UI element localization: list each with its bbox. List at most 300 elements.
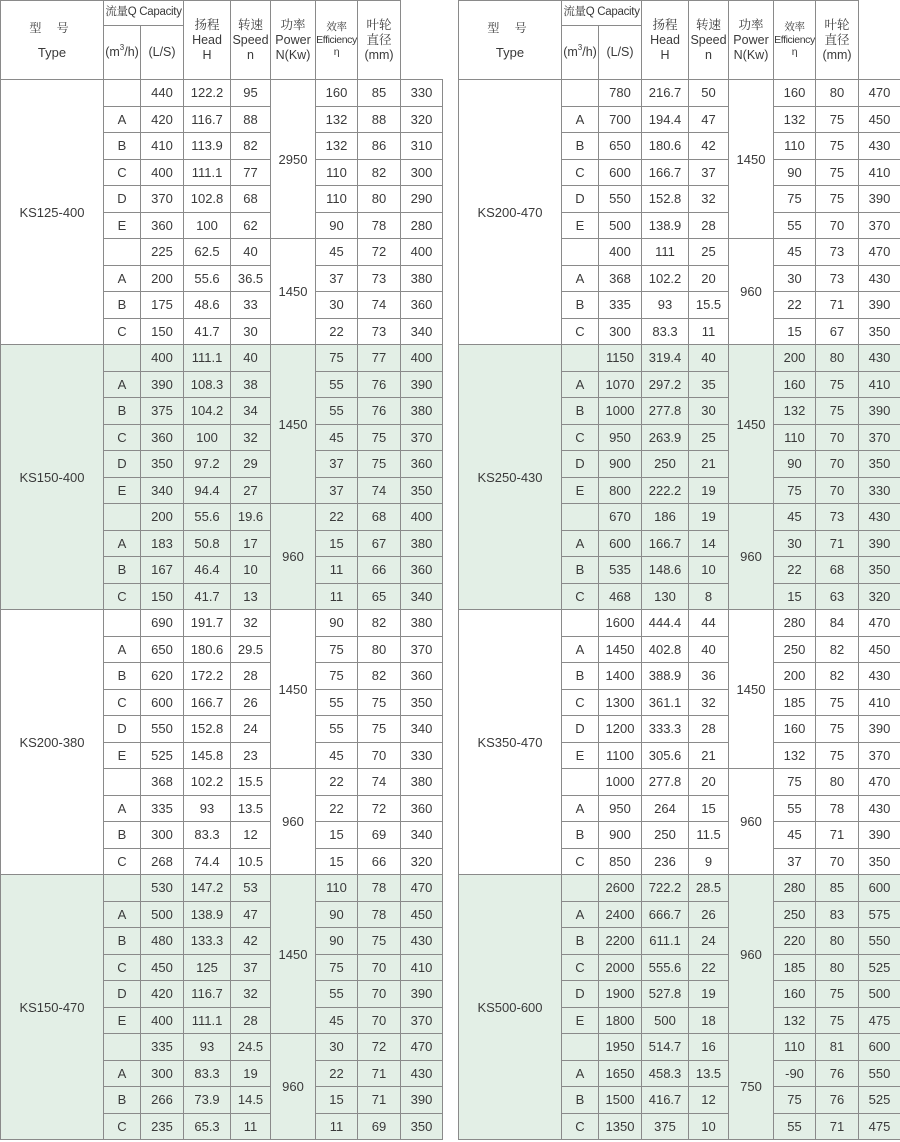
impeller-cell: 300 <box>401 159 443 186</box>
efficiency-cell: 86 <box>358 133 401 160</box>
variant-cell: B <box>104 663 141 690</box>
variant-cell <box>562 345 599 372</box>
variant-cell: D <box>104 451 141 478</box>
capacity-ls-cell: 74.4 <box>184 848 231 875</box>
head-cell: 32 <box>231 424 271 451</box>
header-head-sym: H <box>660 47 670 62</box>
speed-cell: 1450 <box>729 610 774 769</box>
efficiency-cell: 68 <box>358 504 401 531</box>
impeller-cell: 290 <box>401 186 443 213</box>
impeller-cell: 330 <box>859 477 900 504</box>
table-row <box>1 610 443 637</box>
power-cell: 45 <box>774 239 816 266</box>
capacity-m3h-cell: 480 <box>141 928 184 955</box>
capacity-ls-cell: 277.8 <box>642 769 689 796</box>
impeller-cell: 390 <box>401 371 443 398</box>
head-cell: 19 <box>689 504 729 531</box>
efficiency-cell: 71 <box>816 822 859 849</box>
power-cell: 37 <box>316 265 358 292</box>
impeller-cell: 370 <box>401 424 443 451</box>
variant-cell <box>104 1034 141 1061</box>
capacity-ls-cell: 93 <box>184 1034 231 1061</box>
variant-cell: B <box>104 292 141 319</box>
impeller-cell: 360 <box>401 795 443 822</box>
efficiency-cell: 71 <box>358 1060 401 1087</box>
efficiency-cell: 80 <box>358 186 401 213</box>
power-cell: 55 <box>774 795 816 822</box>
efficiency-cell: 75 <box>816 981 859 1008</box>
header-imp-zh1: 叶轮 <box>366 17 392 32</box>
capacity-m3h-cell: 370 <box>141 186 184 213</box>
capacity-ls-cell: 305.6 <box>642 742 689 769</box>
head-cell: 28 <box>231 1007 271 1034</box>
capacity-m3h-cell: 550 <box>141 716 184 743</box>
capacity-ls-cell: 111.1 <box>184 1007 231 1034</box>
head-cell: 14.5 <box>231 1087 271 1114</box>
capacity-m3h-cell: 375 <box>141 398 184 425</box>
power-cell: 250 <box>774 636 816 663</box>
power-cell: 15 <box>316 848 358 875</box>
capacity-m3h-cell: 400 <box>599 239 642 266</box>
efficiency-cell: 67 <box>816 318 859 345</box>
header-speed-en: Speed <box>690 32 727 47</box>
variant-cell: B <box>562 822 599 849</box>
variant-cell: B <box>562 928 599 955</box>
head-cell: 25 <box>689 239 729 266</box>
efficiency-cell: 72 <box>358 795 401 822</box>
head-cell: 44 <box>689 610 729 637</box>
efficiency-cell: 73 <box>816 504 859 531</box>
capacity-m3h-cell: 600 <box>599 159 642 186</box>
capacity-ls-cell: 83.3 <box>184 822 231 849</box>
capacity-ls-cell: 116.7 <box>184 981 231 1008</box>
capacity-m3h-cell: 1450 <box>599 636 642 663</box>
capacity-ls-cell: 166.7 <box>642 530 689 557</box>
capacity-m3h-cell: 2000 <box>599 954 642 981</box>
efficiency-cell: 70 <box>816 477 859 504</box>
variant-cell: C <box>104 1113 141 1140</box>
variant-cell <box>562 80 599 107</box>
efficiency-cell: 70 <box>816 424 859 451</box>
header-power <box>729 1 774 80</box>
model-group <box>1 345 443 610</box>
capacity-ls-cell: 180.6 <box>184 636 231 663</box>
table-row <box>459 80 900 107</box>
head-cell: 36.5 <box>231 265 271 292</box>
capacity-ls-cell: 222.2 <box>642 477 689 504</box>
head-cell: 30 <box>689 398 729 425</box>
head-cell: 15 <box>689 795 729 822</box>
power-cell: 110 <box>774 133 816 160</box>
capacity-m3h-cell: 400 <box>141 159 184 186</box>
impeller-cell: 390 <box>859 716 900 743</box>
impeller-cell: 370 <box>401 636 443 663</box>
capacity-ls-cell: 133.3 <box>184 928 231 955</box>
head-cell: 16 <box>689 1034 729 1061</box>
model-group <box>459 875 900 1140</box>
power-cell: 90 <box>316 212 358 239</box>
capacity-ls-cell: 277.8 <box>642 398 689 425</box>
impeller-cell: 525 <box>859 954 900 981</box>
capacity-ls-cell: 166.7 <box>184 689 231 716</box>
capacity-ls-cell: 41.7 <box>184 583 231 610</box>
capacity-ls-cell: 94.4 <box>184 477 231 504</box>
efficiency-cell: 74 <box>358 769 401 796</box>
variant-cell: E <box>562 1007 599 1034</box>
capacity-m3h-cell: 268 <box>141 848 184 875</box>
capacity-ls-cell: 100 <box>184 424 231 451</box>
capacity-m3h-cell: 400 <box>141 1007 184 1034</box>
speed-cell: 960 <box>271 504 316 610</box>
capacity-ls-cell: 108.3 <box>184 371 231 398</box>
impeller-cell: 350 <box>401 689 443 716</box>
head-cell: 37 <box>231 954 271 981</box>
head-cell: 21 <box>689 742 729 769</box>
head-cell: 18 <box>689 1007 729 1034</box>
header-head-en: Head <box>650 32 680 47</box>
variant-cell: B <box>104 557 141 584</box>
capacity-m3h-cell: 1000 <box>599 398 642 425</box>
head-cell: 23 <box>231 742 271 769</box>
impeller-cell: 430 <box>859 265 900 292</box>
table-row <box>1 345 443 372</box>
capacity-ls-cell: 104.2 <box>184 398 231 425</box>
power-cell: 200 <box>774 345 816 372</box>
efficiency-cell: 88 <box>358 106 401 133</box>
impeller-cell: 550 <box>859 1060 900 1087</box>
power-cell: 30 <box>774 265 816 292</box>
head-cell: 12 <box>689 1087 729 1114</box>
impeller-cell: 550 <box>859 928 900 955</box>
efficiency-cell: 66 <box>358 848 401 875</box>
power-cell: 15 <box>774 318 816 345</box>
impeller-cell: 360 <box>401 663 443 690</box>
head-cell: 24.5 <box>231 1034 271 1061</box>
variant-cell: A <box>104 901 141 928</box>
head-cell: 13.5 <box>231 795 271 822</box>
variant-cell: C <box>562 689 599 716</box>
speed-cell: 1450 <box>271 345 316 504</box>
power-cell: 160 <box>774 371 816 398</box>
speed-cell: 2950 <box>271 80 316 239</box>
variant-cell: C <box>104 583 141 610</box>
head-cell: 17 <box>231 530 271 557</box>
head-cell: 20 <box>689 769 729 796</box>
efficiency-cell: 74 <box>358 477 401 504</box>
header-eff-sym: η <box>333 46 340 59</box>
efficiency-cell: 69 <box>358 822 401 849</box>
variant-cell: A <box>562 106 599 133</box>
table-row <box>459 875 900 902</box>
efficiency-cell: 77 <box>358 345 401 372</box>
power-cell: 250 <box>774 901 816 928</box>
head-cell: 47 <box>231 901 271 928</box>
efficiency-cell: 70 <box>358 742 401 769</box>
variant-cell: E <box>104 477 141 504</box>
model-group <box>1 80 443 345</box>
power-cell: 55 <box>316 981 358 1008</box>
capacity-m3h-cell: 700 <box>599 106 642 133</box>
capacity-m3h-cell: 550 <box>599 186 642 213</box>
variant-cell: C <box>104 424 141 451</box>
head-cell: 13.5 <box>689 1060 729 1087</box>
power-cell: 160 <box>774 981 816 1008</box>
capacity-m3h-cell: 850 <box>599 848 642 875</box>
capacity-ls-cell: 83.3 <box>184 1060 231 1087</box>
impeller-cell: 350 <box>401 477 443 504</box>
head-cell: 19 <box>689 477 729 504</box>
efficiency-cell: 70 <box>358 954 401 981</box>
capacity-ls-cell: 46.4 <box>184 557 231 584</box>
capacity-ls-cell: 216.7 <box>642 80 689 107</box>
header-efficiency <box>774 1 816 80</box>
impeller-cell: 400 <box>401 504 443 531</box>
head-cell: 20 <box>689 265 729 292</box>
efficiency-cell: 81 <box>816 1034 859 1061</box>
efficiency-cell: 70 <box>816 848 859 875</box>
variant-cell: A <box>104 1060 141 1087</box>
capacity-m3h-cell: 1950 <box>599 1034 642 1061</box>
capacity-m3h-cell: 468 <box>599 583 642 610</box>
capacity-ls-cell: 500 <box>642 1007 689 1034</box>
variant-cell: E <box>104 742 141 769</box>
impeller-cell: 360 <box>401 451 443 478</box>
capacity-ls-cell: 388.9 <box>642 663 689 690</box>
capacity-ls-cell: 250 <box>642 822 689 849</box>
efficiency-cell: 71 <box>816 292 859 319</box>
variant-cell <box>104 769 141 796</box>
variant-cell: C <box>562 159 599 186</box>
head-cell: 13 <box>231 583 271 610</box>
capacity-m3h-cell: 900 <box>599 822 642 849</box>
capacity-m3h-cell: 1600 <box>599 610 642 637</box>
impeller-cell: 350 <box>401 1113 443 1140</box>
capacity-m3h-cell: 1900 <box>599 981 642 1008</box>
efficiency-cell: 65 <box>358 583 401 610</box>
variant-cell: C <box>562 954 599 981</box>
efficiency-cell: 82 <box>816 663 859 690</box>
spec-table-right <box>458 0 900 1140</box>
efficiency-cell: 85 <box>358 80 401 107</box>
variant-cell: C <box>562 848 599 875</box>
power-cell: 30 <box>316 292 358 319</box>
impeller-cell: 340 <box>401 716 443 743</box>
header-row-1 <box>459 1 900 26</box>
capacity-m3h-cell: 1350 <box>599 1113 642 1140</box>
impeller-cell: 600 <box>859 1034 900 1061</box>
efficiency-cell: 72 <box>358 1034 401 1061</box>
capacity-ls-cell: 166.7 <box>642 159 689 186</box>
efficiency-cell: 75 <box>816 106 859 133</box>
efficiency-cell: 75 <box>816 159 859 186</box>
power-cell: 15 <box>316 530 358 557</box>
capacity-ls-cell: 41.7 <box>184 318 231 345</box>
capacity-m3h-cell: 350 <box>141 451 184 478</box>
model-group <box>459 345 900 610</box>
impeller-cell: 430 <box>859 663 900 690</box>
variant-cell: A <box>562 795 599 822</box>
header-type-en: Type <box>37 44 67 60</box>
efficiency-cell: 80 <box>358 636 401 663</box>
capacity-m3h-cell: 167 <box>141 557 184 584</box>
capacity-m3h-cell: 183 <box>141 530 184 557</box>
power-cell: 185 <box>774 954 816 981</box>
capacity-m3h-cell: 410 <box>141 133 184 160</box>
efficiency-cell: 70 <box>358 1007 401 1034</box>
impeller-cell: 470 <box>401 875 443 902</box>
power-cell: 132 <box>774 398 816 425</box>
impeller-cell: 330 <box>401 742 443 769</box>
power-cell: 132 <box>774 742 816 769</box>
variant-cell: D <box>562 186 599 213</box>
speed-cell: 1450 <box>271 610 316 769</box>
head-cell: 42 <box>231 928 271 955</box>
header-head-sym: H <box>202 47 212 62</box>
power-cell: 55 <box>316 689 358 716</box>
power-cell: 45 <box>316 1007 358 1034</box>
head-cell: 40 <box>231 239 271 266</box>
capacity-ls-cell: 236 <box>642 848 689 875</box>
head-cell: 21 <box>689 451 729 478</box>
impeller-cell: 370 <box>401 1007 443 1034</box>
power-cell: 22 <box>316 769 358 796</box>
capacity-m3h-cell: 600 <box>141 689 184 716</box>
impeller-cell: 370 <box>859 212 900 239</box>
model-cell: KS500-600 <box>459 875 562 1140</box>
model-cell: KS200-380 <box>1 610 104 875</box>
head-cell: 40 <box>689 345 729 372</box>
variant-cell: C <box>104 159 141 186</box>
capacity-ls-cell: 125 <box>184 954 231 981</box>
speed-cell: 1450 <box>271 875 316 1034</box>
header-capacity: 流量Q Capacity <box>104 1 184 26</box>
capacity-ls-cell: 113.9 <box>184 133 231 160</box>
variant-cell: A <box>562 265 599 292</box>
head-cell: 40 <box>231 345 271 372</box>
capacity-m3h-cell: 420 <box>141 981 184 1008</box>
variant-cell: C <box>104 689 141 716</box>
capacity-m3h-cell: 1070 <box>599 371 642 398</box>
capacity-m3h-cell: 175 <box>141 292 184 319</box>
header-type <box>1 1 104 80</box>
capacity-ls-cell: 73.9 <box>184 1087 231 1114</box>
efficiency-cell: 82 <box>816 636 859 663</box>
capacity-ls-cell: 55.6 <box>184 265 231 292</box>
capacity-ls-cell: 93 <box>184 795 231 822</box>
capacity-m3h-cell: 335 <box>141 1034 184 1061</box>
power-cell: 11 <box>316 1113 358 1140</box>
power-cell: 55 <box>316 371 358 398</box>
capacity-ls-cell: 186 <box>642 504 689 531</box>
capacity-m3h-cell: 535 <box>599 557 642 584</box>
capacity-m3h-cell: 1100 <box>599 742 642 769</box>
variant-cell: A <box>104 106 141 133</box>
variant-cell: A <box>562 530 599 557</box>
table-header <box>459 1 900 80</box>
header-eff-zh: 效率 <box>326 21 347 34</box>
power-cell: 90 <box>316 610 358 637</box>
power-cell: 90 <box>316 928 358 955</box>
head-cell: 28.5 <box>689 875 729 902</box>
efficiency-cell: 71 <box>816 1113 859 1140</box>
capacity-m3h-cell: 335 <box>599 292 642 319</box>
variant-cell: E <box>562 212 599 239</box>
efficiency-cell: 70 <box>816 451 859 478</box>
header-speed <box>231 1 271 80</box>
impeller-cell: 470 <box>859 769 900 796</box>
variant-cell: E <box>562 742 599 769</box>
head-cell: 11 <box>231 1113 271 1140</box>
variant-cell <box>104 80 141 107</box>
variant-cell: B <box>562 292 599 319</box>
head-cell: 32 <box>231 610 271 637</box>
impeller-cell: 340 <box>401 583 443 610</box>
power-cell: 220 <box>774 928 816 955</box>
efficiency-cell: 78 <box>816 795 859 822</box>
impeller-cell: 390 <box>859 186 900 213</box>
variant-cell: B <box>562 557 599 584</box>
variant-cell: A <box>104 265 141 292</box>
variant-cell: E <box>104 212 141 239</box>
head-cell: 50 <box>689 80 729 107</box>
power-cell: 200 <box>774 663 816 690</box>
head-cell: 8 <box>689 583 729 610</box>
impeller-cell: 390 <box>401 1087 443 1114</box>
spec-table-right-panel <box>458 0 900 1140</box>
variant-cell <box>562 239 599 266</box>
impeller-cell: 340 <box>401 318 443 345</box>
model-cell: KS200-470 <box>459 80 562 345</box>
power-cell: 110 <box>316 875 358 902</box>
capacity-ls-cell: 111.1 <box>184 159 231 186</box>
power-cell: 45 <box>774 504 816 531</box>
power-cell: 185 <box>774 689 816 716</box>
variant-cell: A <box>104 371 141 398</box>
capacity-m3h-cell: 800 <box>599 477 642 504</box>
power-cell: 160 <box>774 80 816 107</box>
impeller-cell: 350 <box>859 848 900 875</box>
header-speed-sym: n <box>247 47 254 62</box>
head-cell: 28 <box>231 663 271 690</box>
variant-cell: A <box>104 636 141 663</box>
speed-cell: 960 <box>729 769 774 875</box>
variant-cell: C <box>562 1113 599 1140</box>
efficiency-cell: 82 <box>358 610 401 637</box>
capacity-m3h-cell: 400 <box>141 345 184 372</box>
table-header <box>1 1 443 80</box>
capacity-m3h-cell: 1500 <box>599 1087 642 1114</box>
impeller-cell: 470 <box>859 80 900 107</box>
impeller-cell: 475 <box>859 1007 900 1034</box>
power-cell: 45 <box>316 742 358 769</box>
variant-cell: C <box>562 318 599 345</box>
variant-cell: E <box>104 1007 141 1034</box>
capacity-m3h-cell: 300 <box>141 1060 184 1087</box>
capacity-ls-cell: 111.1 <box>184 345 231 372</box>
model-cell: KS250-430 <box>459 345 562 610</box>
impeller-cell: 360 <box>401 557 443 584</box>
capacity-m3h-cell: 300 <box>141 822 184 849</box>
capacity-ls-cell: 152.8 <box>642 186 689 213</box>
head-cell: 26 <box>689 901 729 928</box>
variant-cell: C <box>562 424 599 451</box>
impeller-cell: 320 <box>401 848 443 875</box>
power-cell: 75 <box>316 636 358 663</box>
capacity-ls-cell: 172.2 <box>184 663 231 690</box>
capacity-m3h-cell: 1000 <box>599 769 642 796</box>
head-cell: 15.5 <box>689 292 729 319</box>
power-cell: 280 <box>774 610 816 637</box>
